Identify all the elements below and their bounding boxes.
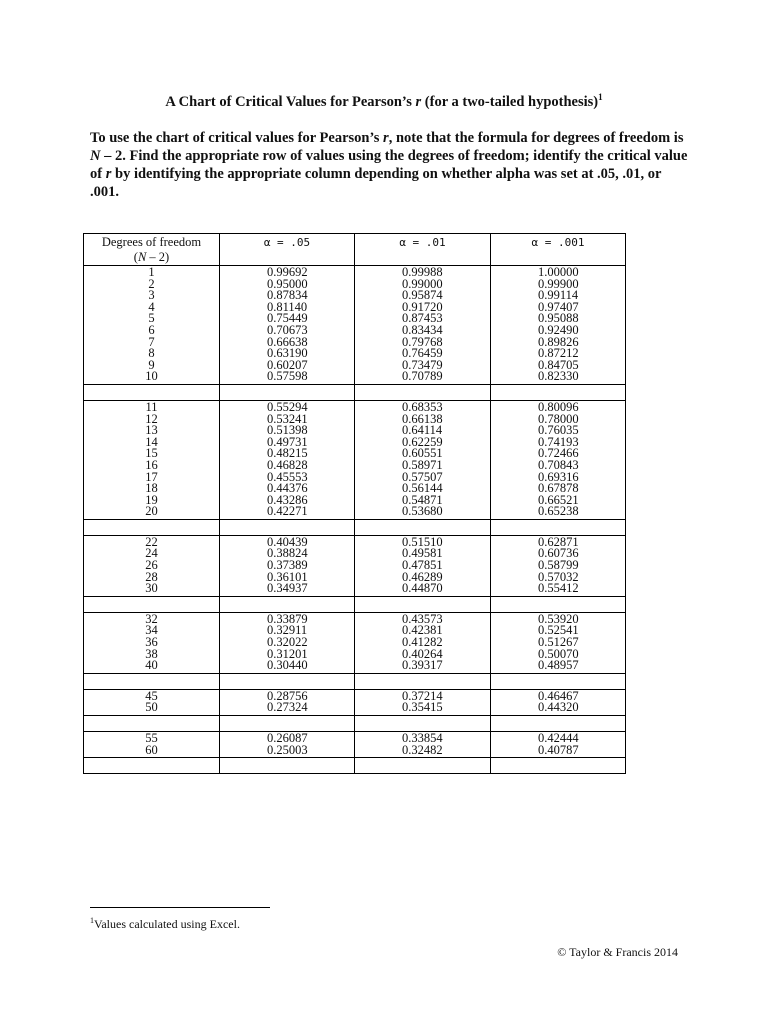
alpha-01-cell: 0.57507 (355, 472, 491, 484)
alpha-001-cell: 0.62871 (491, 535, 626, 548)
df-cell: 9 (84, 360, 220, 372)
table-spacer-row (84, 519, 626, 535)
alpha-05-cell: 0.49731 (220, 437, 355, 449)
df-cell: 17 (84, 472, 220, 484)
alpha-01-cell: 0.54871 (355, 495, 491, 507)
spacer-cell (355, 519, 491, 535)
alpha-05-cell: 0.42271 (220, 506, 355, 519)
intro-fragment: r (383, 130, 389, 146)
table-header-row (84, 234, 626, 266)
table-row (84, 660, 626, 673)
alpha-01-cell: 0.95874 (355, 290, 491, 302)
header-df-N: N (137, 250, 147, 264)
df-cell: 10 (84, 371, 220, 384)
df-cell: 12 (84, 414, 220, 426)
df-cell: 1 (84, 266, 220, 279)
spacer-cell (84, 673, 220, 689)
alpha-001-cell: 1.00000 (491, 266, 626, 279)
df-cell: 34 (84, 625, 220, 637)
alpha-001-cell: 0.67878 (491, 483, 626, 495)
alpha-01-cell: 0.49581 (355, 548, 491, 560)
alpha-01-cell: 0.91720 (355, 302, 491, 314)
alpha-001-cell: 0.51267 (491, 637, 626, 649)
df-cell: 36 (84, 637, 220, 649)
alpha-001-cell: 0.53920 (491, 612, 626, 625)
alpha-05-cell: 0.87834 (220, 290, 355, 302)
alpha-01-cell: 0.44870 (355, 583, 491, 596)
alpha-05-cell: 0.28756 (220, 689, 355, 702)
df-cell: 55 (84, 732, 220, 745)
table-row (84, 702, 626, 715)
spacer-cell (491, 596, 626, 612)
copyright-notice: © Taylor & Francis 2014 (557, 945, 678, 959)
spacer-cell (84, 716, 220, 732)
df-cell: 40 (84, 660, 220, 673)
alpha-01-cell: 0.40264 (355, 649, 491, 661)
intro-fragment: To use the chart of critical values for Pearson’s (90, 130, 384, 146)
df-cell: 6 (84, 325, 220, 337)
header-alpha-01: α = .01 (355, 234, 491, 266)
df-cell: 7 (84, 337, 220, 349)
table-spacer-row (84, 596, 626, 612)
alpha-01-cell: 0.43573 (355, 612, 491, 625)
df-cell: 38 (84, 649, 220, 661)
title-prefix: A Chart of Critical Values for Pearson’s (165, 93, 416, 110)
table-group (84, 689, 626, 715)
alpha-05-cell: 0.27324 (220, 702, 355, 715)
alpha-01-cell: 0.42381 (355, 625, 491, 637)
alpha-01-cell: 0.32482 (355, 745, 491, 758)
df-cell: 4 (84, 302, 220, 314)
intro-fragment: – 2. Find the appropriate row of values using the degrees of freedom; identify the critical value of (90, 148, 688, 182)
header-df-open: ( (133, 250, 138, 264)
alpha-01-cell: 0.33854 (355, 732, 491, 745)
alpha-05-cell: 0.46828 (220, 460, 355, 472)
alpha-05-cell: 0.75449 (220, 313, 355, 325)
alpha-01-cell: 0.60551 (355, 448, 491, 460)
alpha-001-cell: 0.60736 (491, 548, 626, 560)
spacer-cell (84, 384, 220, 400)
critical-values-table (83, 233, 626, 774)
alpha-05-cell: 0.40439 (220, 535, 355, 548)
table-group (84, 266, 626, 385)
alpha-05-cell: 0.37389 (220, 560, 355, 572)
alpha-01-cell: 0.76459 (355, 348, 491, 360)
alpha-01-cell: 0.99000 (355, 279, 491, 291)
alpha-01-cell: 0.56144 (355, 483, 491, 495)
alpha-01-cell: 0.66138 (355, 414, 491, 426)
table-group (84, 400, 626, 519)
alpha-001-cell: 0.57032 (491, 572, 626, 584)
alpha-05-cell: 0.60207 (220, 360, 355, 372)
df-cell: 16 (84, 460, 220, 472)
df-cell: 19 (84, 495, 220, 507)
spacer-cell (220, 596, 355, 612)
alpha-001-cell: 0.52541 (491, 625, 626, 637)
alpha-05-cell: 0.32911 (220, 625, 355, 637)
alpha-001-cell: 0.84705 (491, 360, 626, 372)
intro-fragment: by identifying the appropriate column depending on whether alpha was set at .05, .01, or .001. (90, 166, 662, 200)
df-cell: 26 (84, 560, 220, 572)
alpha-001-cell: 0.69316 (491, 472, 626, 484)
alpha-01-cell: 0.41282 (355, 637, 491, 649)
alpha-001-cell: 0.55412 (491, 583, 626, 596)
df-cell: 3 (84, 290, 220, 302)
alpha-05-cell: 0.26087 (220, 732, 355, 745)
spacer-cell (355, 384, 491, 400)
alpha-05-cell: 0.38824 (220, 548, 355, 560)
alpha-01-cell: 0.35415 (355, 702, 491, 715)
spacer-cell (491, 384, 626, 400)
alpha-001-cell: 0.89826 (491, 337, 626, 349)
alpha-01-cell: 0.68353 (355, 400, 491, 413)
alpha-05-cell: 0.45553 (220, 472, 355, 484)
alpha-05-cell: 0.43286 (220, 495, 355, 507)
alpha-01-cell: 0.64114 (355, 425, 491, 437)
alpha-001-cell: 0.46467 (491, 689, 626, 702)
table-spacer-row (84, 673, 626, 689)
spacer-cell (220, 758, 355, 774)
df-cell: 24 (84, 548, 220, 560)
alpha-05-cell: 0.70673 (220, 325, 355, 337)
df-cell: 11 (84, 400, 220, 413)
alpha-05-cell: 0.30440 (220, 660, 355, 673)
alpha-05-cell: 0.48215 (220, 448, 355, 460)
title-suffix: (for a two-tailed hypothesis) (421, 93, 599, 110)
spacer-cell (355, 596, 491, 612)
table-row (84, 371, 626, 384)
spacer-cell (491, 519, 626, 535)
alpha-01-cell: 0.70789 (355, 371, 491, 384)
alpha-01-cell: 0.37214 (355, 689, 491, 702)
alpha-001-cell: 0.87212 (491, 348, 626, 360)
table-group (84, 535, 626, 596)
spacer-cell (220, 673, 355, 689)
alpha-001-cell: 0.95088 (491, 313, 626, 325)
alpha-001-cell: 0.99114 (491, 290, 626, 302)
df-cell: 15 (84, 448, 220, 460)
spacer-cell (355, 716, 491, 732)
alpha-001-cell: 0.80096 (491, 400, 626, 413)
spacer-cell (220, 716, 355, 732)
alpha-001-cell: 0.72466 (491, 448, 626, 460)
alpha-001-cell: 0.42444 (491, 732, 626, 745)
alpha-05-cell: 0.55294 (220, 400, 355, 413)
table-row (84, 583, 626, 596)
title-footnote-marker: 1 (598, 92, 603, 102)
alpha-05-cell: 0.81140 (220, 302, 355, 314)
spacer-cell (220, 384, 355, 400)
alpha-05-cell: 0.51398 (220, 425, 355, 437)
table-spacer-row (84, 758, 626, 774)
spacer-cell (84, 758, 220, 774)
df-cell: 2 (84, 279, 220, 291)
df-cell: 20 (84, 506, 220, 519)
intro-fragment: N (90, 148, 101, 164)
df-cell: 22 (84, 535, 220, 548)
alpha-01-cell: 0.46289 (355, 572, 491, 584)
alpha-01-cell: 0.87453 (355, 313, 491, 325)
alpha-05-cell: 0.57598 (220, 371, 355, 384)
df-cell: 60 (84, 745, 220, 758)
alpha-05-cell: 0.44376 (220, 483, 355, 495)
footnote-divider (90, 907, 270, 908)
spacer-cell (491, 673, 626, 689)
footnote-marker: 1 (90, 916, 94, 925)
df-cell: 28 (84, 572, 220, 584)
alpha-01-cell: 0.39317 (355, 660, 491, 673)
df-cell: 14 (84, 437, 220, 449)
df-cell: 45 (84, 689, 220, 702)
df-cell: 8 (84, 348, 220, 360)
header-alpha-001: α = .001 (491, 234, 626, 266)
alpha-001-cell: 0.82330 (491, 371, 626, 384)
table-row (84, 745, 626, 758)
alpha-001-cell: 0.40787 (491, 745, 626, 758)
alpha-001-cell: 0.48957 (491, 660, 626, 673)
alpha-001-cell: 0.44320 (491, 702, 626, 715)
footnote (90, 916, 240, 932)
header-alpha-05: α = .05 (220, 234, 355, 266)
alpha-001-cell: 0.65238 (491, 506, 626, 519)
alpha-01-cell: 0.51510 (355, 535, 491, 548)
alpha-001-cell: 0.70843 (491, 460, 626, 472)
header-df-line1: Degrees of freedom (101, 235, 202, 249)
alpha-05-cell: 0.36101 (220, 572, 355, 584)
alpha-01-cell: 0.99988 (355, 266, 491, 279)
intro-fragment: r (105, 166, 112, 182)
alpha-001-cell: 0.78000 (491, 414, 626, 426)
alpha-05-cell: 0.32022 (220, 637, 355, 649)
table-group (84, 732, 626, 758)
df-cell: 30 (84, 583, 220, 596)
alpha-05-cell: 0.34937 (220, 583, 355, 596)
df-cell: 13 (84, 425, 220, 437)
alpha-05-cell: 0.53241 (220, 414, 355, 426)
spacer-cell (355, 758, 491, 774)
spacer-cell (355, 673, 491, 689)
intro-fragment: , note that the formula for degrees of freedom is (388, 130, 684, 146)
table-group (84, 612, 626, 673)
table-spacer-row (84, 384, 626, 400)
alpha-01-cell: 0.79768 (355, 337, 491, 349)
alpha-001-cell: 0.97407 (491, 302, 626, 314)
alpha-001-cell: 0.99900 (491, 279, 626, 291)
alpha-001-cell: 0.76035 (491, 425, 626, 437)
alpha-05-cell: 0.31201 (220, 649, 355, 661)
alpha-01-cell: 0.73479 (355, 360, 491, 372)
alpha-001-cell: 0.66521 (491, 495, 626, 507)
alpha-01-cell: 0.83434 (355, 325, 491, 337)
df-cell: 50 (84, 702, 220, 715)
df-cell: 32 (84, 612, 220, 625)
alpha-05-cell: 0.33879 (220, 612, 355, 625)
header-degrees-of-freedom (84, 234, 220, 266)
alpha-01-cell: 0.58971 (355, 460, 491, 472)
title-r-symbol: r (415, 93, 422, 110)
intro-paragraph (90, 129, 690, 201)
table-spacer-row (84, 716, 626, 732)
footnote-text: Values calculated using Excel. (94, 917, 240, 931)
spacer-cell (84, 596, 220, 612)
spacer-cell (491, 758, 626, 774)
alpha-001-cell: 0.92490 (491, 325, 626, 337)
spacer-cell (84, 519, 220, 535)
df-cell: 5 (84, 313, 220, 325)
alpha-05-cell: 0.63190 (220, 348, 355, 360)
df-cell: 18 (84, 483, 220, 495)
alpha-001-cell: 0.50070 (491, 649, 626, 661)
alpha-05-cell: 0.99692 (220, 266, 355, 279)
spacer-cell (491, 716, 626, 732)
alpha-001-cell: 0.74193 (491, 437, 626, 449)
spacer-cell (220, 519, 355, 535)
alpha-01-cell: 0.62259 (355, 437, 491, 449)
header-df-rest: – 2) (146, 250, 170, 264)
alpha-001-cell: 0.58799 (491, 560, 626, 572)
alpha-05-cell: 0.95000 (220, 279, 355, 291)
page-title (0, 92, 768, 111)
alpha-01-cell: 0.47851 (355, 560, 491, 572)
alpha-01-cell: 0.53680 (355, 506, 491, 519)
alpha-05-cell: 0.66638 (220, 337, 355, 349)
alpha-05-cell: 0.25003 (220, 745, 355, 758)
table-row (84, 506, 626, 519)
